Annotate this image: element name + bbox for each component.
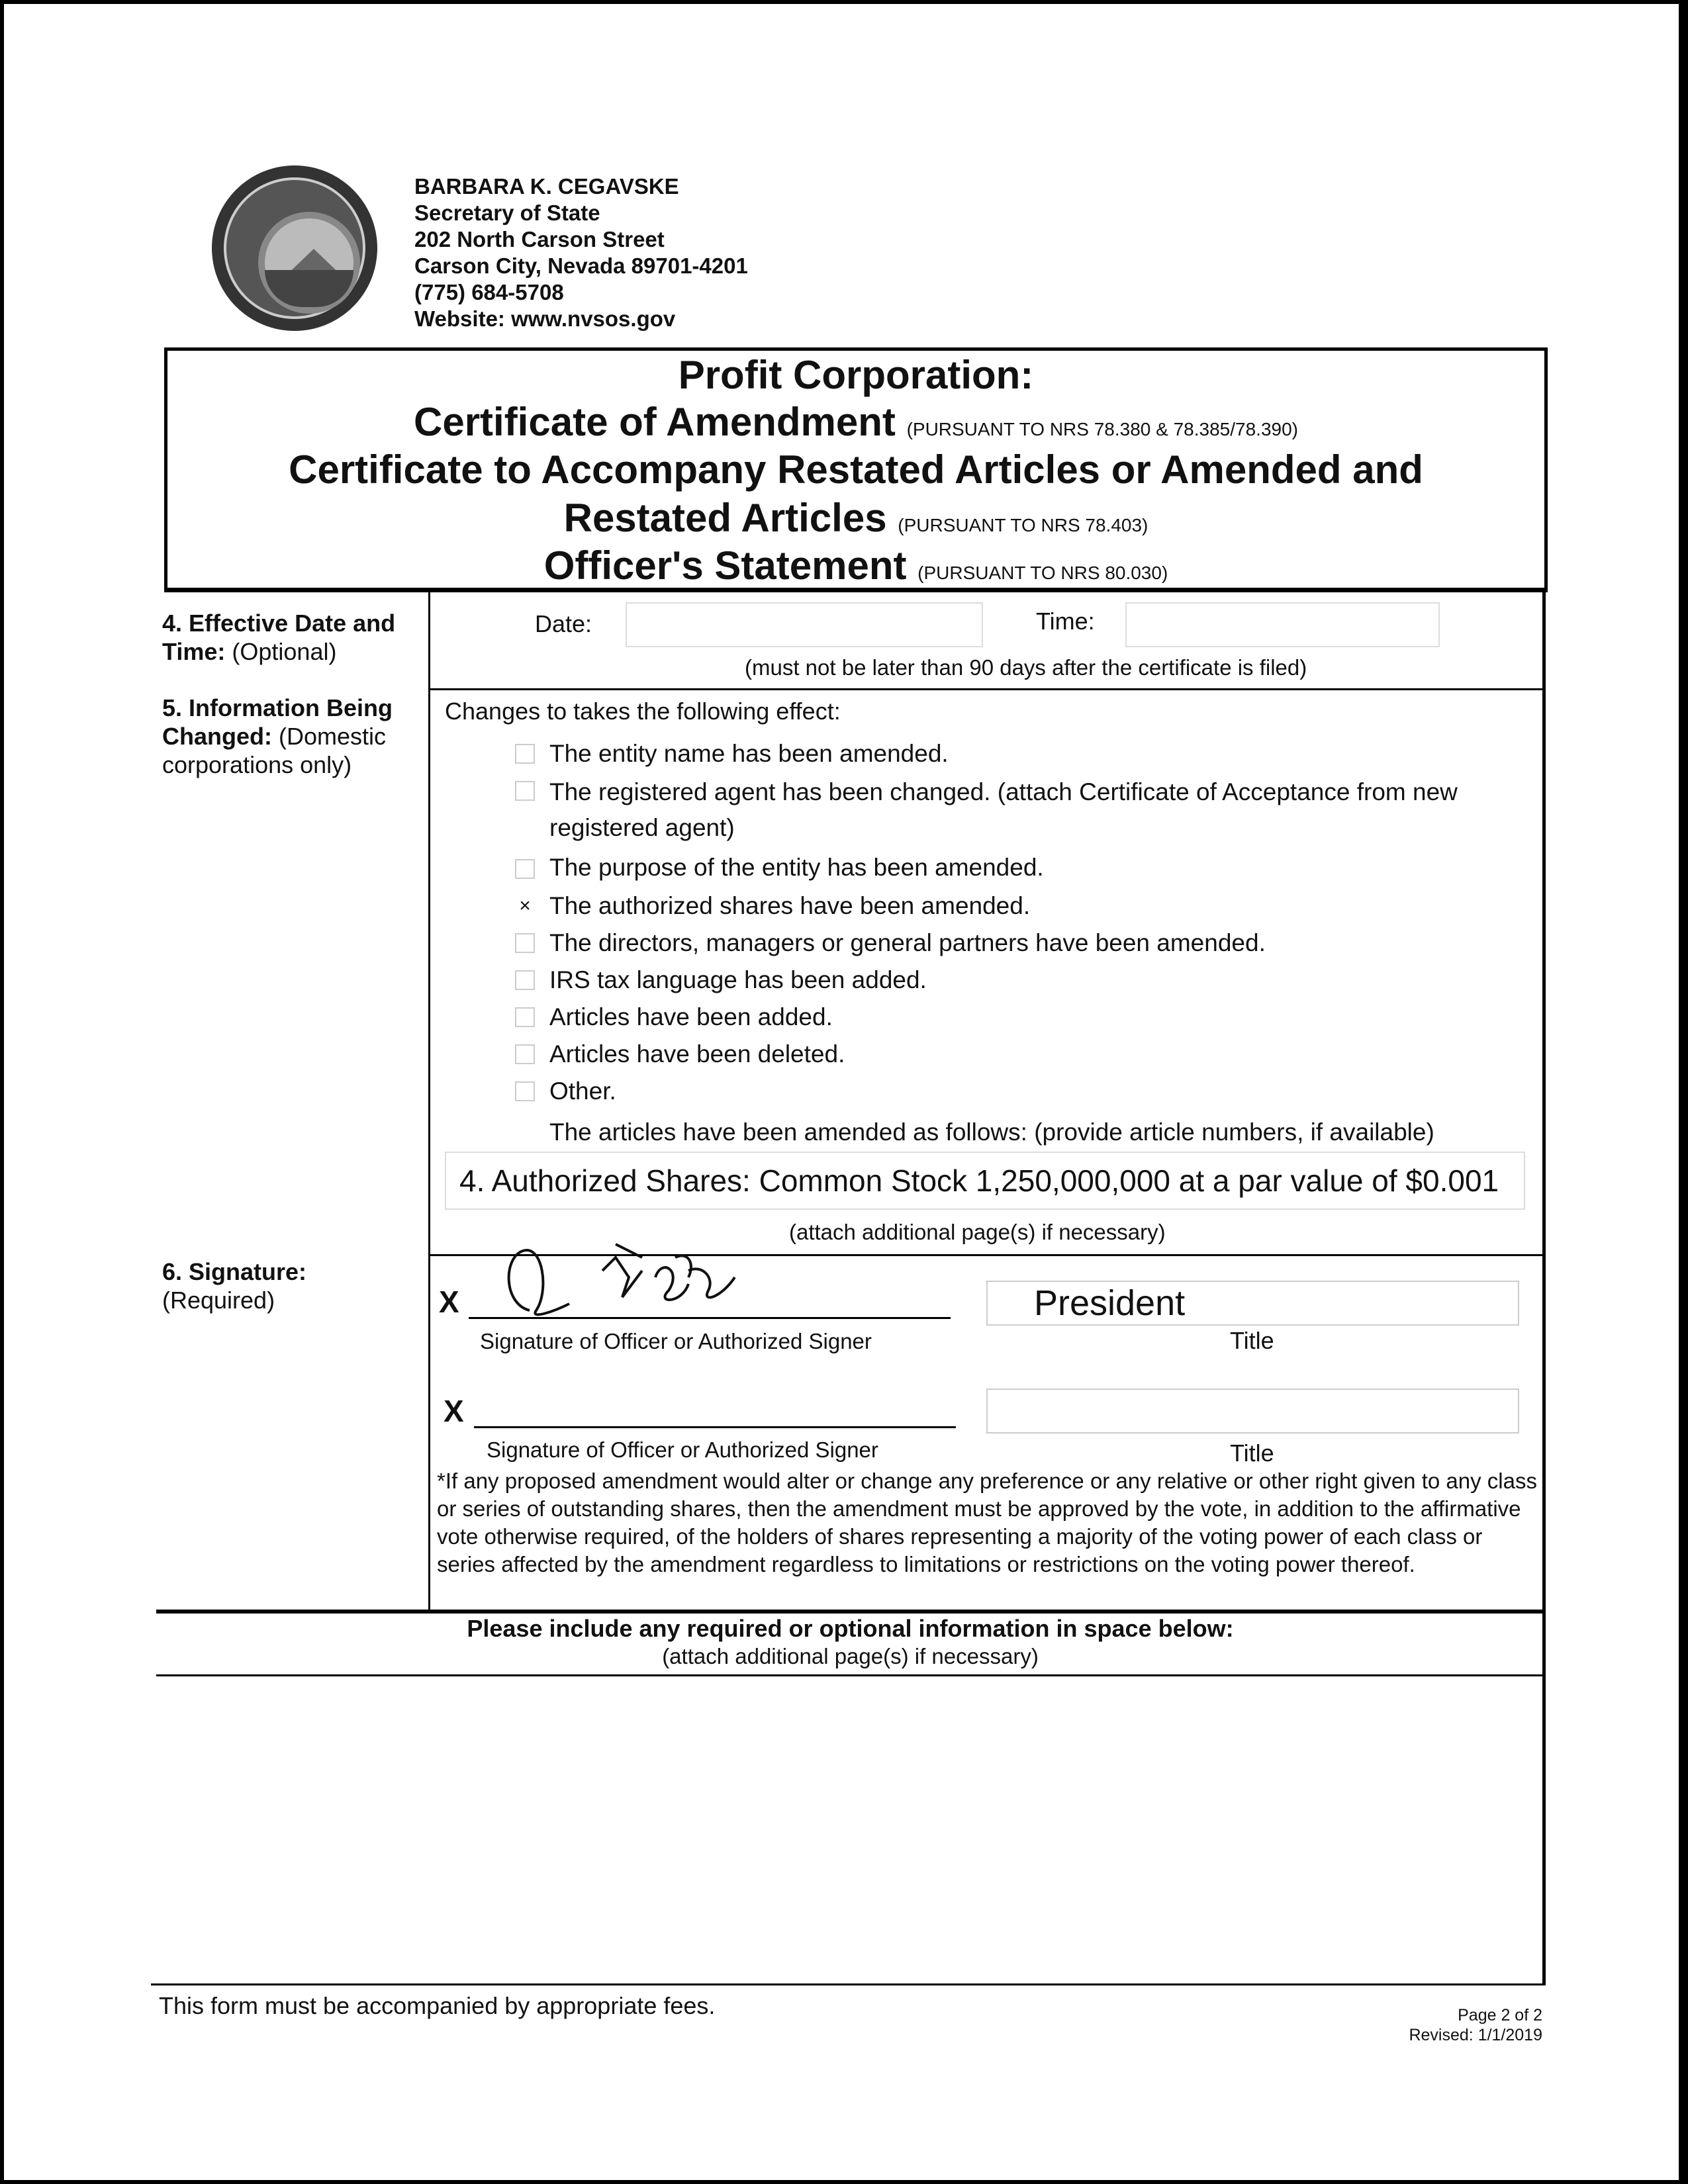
section-5-label: 5. Information Being Changed: (Domestic corporations only)	[162, 694, 393, 778]
effective-time-input[interactable]	[1125, 602, 1440, 647]
option-articles-added: Articles have been added.	[549, 1003, 833, 1030]
option-articles-deleted: Articles have been deleted.	[549, 1040, 845, 1068]
signature-x-2: X	[444, 1394, 464, 1428]
bottom-frame-line	[151, 1983, 1545, 1985]
right-frame-line	[1542, 591, 1546, 1985]
include-subheading: (attach additional page(s) if necessary)	[662, 1644, 1039, 1668]
title-line-2: Certificate of Amendment (PURSUANT TO NRS 78.380 & 78.385/78.390)	[414, 400, 1298, 444]
checkbox-entity-name[interactable]	[515, 744, 535, 764]
office-website: Website: www.nvsos.gov	[414, 306, 676, 331]
signature-caption-2: Signature of Officer or Authorized Signer	[487, 1437, 878, 1462]
option-irs-language: IRS tax language has been added.	[549, 966, 927, 993]
amended-as-follows-label: The articles have been amended as follows: (provide article numbers, if available)	[549, 1118, 1434, 1146]
option-registered-agent: The registered agent has been changed. (attach Certificate of Acceptance from new	[549, 778, 1458, 805]
page-number: Page 2 of 2	[1458, 2006, 1542, 2025]
title-caption-2: Title	[1230, 1439, 1274, 1467]
include-divider	[156, 1674, 1544, 1676]
title-line-4: Restated Articles (PURSUANT TO NRS 78.403)	[563, 496, 1149, 540]
option-other: Other.	[549, 1077, 616, 1105]
time-label: Time:	[1036, 608, 1095, 635]
signature-caption-1: Signature of Officer or Authorized Signer	[480, 1329, 872, 1353]
changes-intro: Changes to takes the following effect:	[445, 698, 841, 725]
revised-date: Revised: 1/1/2019	[1409, 2026, 1542, 2044]
row-divider-6-include	[156, 1610, 1544, 1614]
title-line-3: Certificate to Accompany Restated Articles or Amended and	[289, 447, 1423, 492]
attach-note-section5: (attach additional page(s) if necessary)	[789, 1220, 1166, 1244]
effective-date-hint: (must not be later than 90 days after the certificate is filed)	[745, 655, 1307, 680]
official-office: Secretary of State	[414, 201, 600, 225]
option-registered-agent-cont: registered agent)	[549, 814, 735, 841]
handwritten-signature	[490, 1231, 755, 1324]
option-directors: The directors, managers or general partners have been amended.	[549, 929, 1266, 956]
checkbox-registered-agent[interactable]	[515, 781, 535, 801]
include-section	[156, 1615, 1544, 1674]
include-heading: Please include any required or optional information in space below:	[467, 1615, 1234, 1642]
secretary-of-state-block	[414, 173, 748, 332]
amendment-footnote: *If any proposed amendment would alter or change any preference or any relative or other right given to any class or series of outstanding shares, then the amendment must be approved by the vote, in addition to the affirmative vote otherwise required, of the holders of shares representing a majority of the voting power of each class or series affected by the amendment regardless to limitations or restrictions on the voting power thereof.	[437, 1469, 1537, 1576]
title-line-1: Profit Corporation:	[678, 353, 1034, 397]
checkbox-articles-added[interactable]	[515, 1007, 535, 1027]
office-street: 202 North Carson Street	[414, 227, 665, 251]
checkbox-directors[interactable]	[515, 933, 535, 953]
office-city: Carson City, Nevada 89701-4201	[414, 253, 748, 278]
option-authorized-shares: The authorized shares have been amended.	[549, 892, 1031, 919]
title-field-1[interactable]: President	[986, 1281, 1519, 1326]
signature-x-1: X	[439, 1285, 459, 1319]
section-6-label: 6. Signature: (Required)	[162, 1258, 307, 1314]
signature-line-2	[474, 1426, 956, 1428]
form-title-box	[164, 347, 1548, 592]
signature-line-1	[469, 1317, 951, 1319]
checkbox-irs-language[interactable]	[515, 970, 535, 990]
checkbox-authorized-shares[interactable]: ×	[515, 896, 535, 916]
official-name: BARBARA K. CEGAVSKE	[414, 174, 679, 199]
title-field-2[interactable]	[986, 1388, 1519, 1433]
checkbox-purpose[interactable]	[515, 859, 535, 879]
date-label: Date:	[535, 610, 592, 637]
column-divider	[428, 591, 430, 1610]
additional-information-area[interactable]	[159, 1678, 1539, 1979]
title-line-5: Officer's Statement (PURSUANT TO NRS 80.030)	[543, 543, 1168, 588]
row-divider-4-5	[428, 688, 1544, 690]
fees-notice: This form must be accompanied by appropriate fees.	[159, 1992, 716, 2019]
option-entity-name: The entity name has been amended.	[549, 740, 949, 767]
title-caption-1: Title	[1230, 1327, 1274, 1354]
page-info	[1357, 2005, 1542, 2045]
option-purpose: The purpose of the entity has been amended.	[549, 854, 1044, 881]
amendment-text-field[interactable]: 4. Authorized Shares: Common Stock 1,250,000,000 at a par value of $0.001	[445, 1152, 1525, 1210]
office-phone: (775) 684-5708	[414, 280, 564, 304]
nevada-state-seal-icon	[212, 165, 377, 331]
checkbox-articles-deleted[interactable]	[515, 1044, 535, 1064]
checkbox-other[interactable]	[515, 1081, 535, 1101]
section-4-label: 4. Effective Date and Time: (Optional)	[162, 610, 396, 665]
effective-date-input[interactable]	[626, 602, 983, 647]
